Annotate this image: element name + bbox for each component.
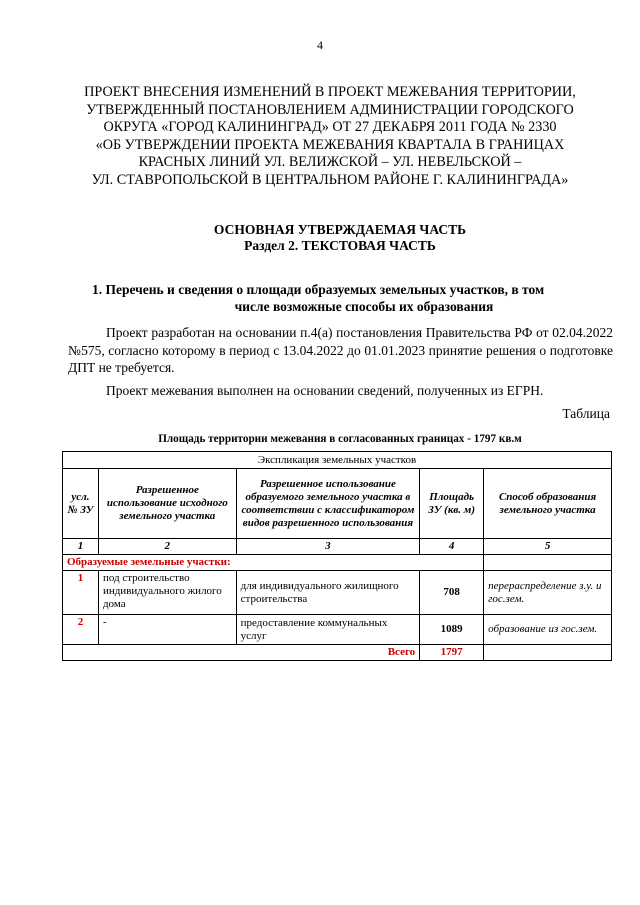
group-label: Образуемые земельные участки: — [63, 555, 484, 571]
formation-method: перераспределение з.у. и гос.зем. — [484, 571, 612, 615]
explication-header: Экспликация земельных участков — [63, 452, 612, 469]
table-row — [63, 615, 612, 645]
section-title-line1: ОСНОВНАЯ УТВЕРЖДАЕМАЯ ЧАСТЬ — [213, 222, 467, 237]
title-line: УЛ. СТАВРОПОЛЬСКОЙ В ЦЕНТРАЛЬНОМ РАЙОНЕ Г. КАЛИНИНГРАДА» — [91, 171, 569, 188]
heading-1-line1: 1. Перечень и сведения о площади образуемых земельных участков, в том — [92, 282, 545, 297]
table-label: Таблица — [562, 406, 610, 421]
page-number: 4 — [317, 38, 323, 52]
heading-1-line2: числе возможные способы их образования — [234, 299, 494, 314]
column-number: 4 — [420, 539, 484, 555]
empty-cell — [484, 645, 612, 661]
plot-area: 1089 — [420, 615, 484, 645]
section-title — [60, 222, 620, 254]
paragraph-source: Проект межевания выполнен на основании сведений, полученных из ЕГРН. — [106, 383, 544, 398]
table-row — [63, 571, 612, 615]
total-value: 1797 — [420, 645, 484, 661]
new-use: предоставление коммунальных услуг — [236, 615, 420, 645]
document-title — [60, 84, 600, 189]
new-use: для индивидуального жилищного строительства — [236, 571, 420, 615]
column-number: 2 — [98, 539, 236, 555]
title-line: ПРОЕКТ ВНЕСЕНИЯ ИЗМЕНЕНИЙ В ПРОЕКТ МЕЖЕВАНИЯ ТЕРРИТОРИИ, — [84, 84, 576, 100]
source-use: под строительство индивидуального жилого дома — [98, 571, 236, 615]
formation-method: образование из гос.зем. — [484, 615, 612, 645]
paragraph-basis — [68, 324, 613, 377]
column-header: Разрешенное использование исходного земельного участка — [98, 469, 236, 539]
heading-1 — [92, 281, 612, 315]
empty-cell — [484, 555, 612, 571]
paragraph-basis-text: Проект разработан на основании п.4(а) постановления Правительства РФ от 02.04.2022 №575, согласно которому в период с 13.04.2022 до 01.01.2023 принятие решения о подготовке ДПТ не требуется. — [68, 325, 613, 375]
column-header: Площадь ЗУ (кв. м) — [420, 469, 484, 539]
plot-number: 2 — [63, 615, 99, 645]
column-number: 5 — [484, 539, 612, 555]
column-header: Разрешенное использование образуемого земельного участка в соответствии с классификатором видов разрешенного использования — [236, 469, 420, 539]
title-line: «ОБ УТВЕРЖДЕНИИ ПРОЕКТА МЕЖЕВАНИЯ КВАРТАЛА В ГРАНИЦАХ — [95, 136, 565, 153]
section-title-line2: Раздел 2. ТЕКСТОВАЯ ЧАСТЬ — [244, 238, 436, 253]
title-line: КРАСНЫХ ЛИНИЙ УЛ. ВЕЛИЖСКОЙ – УЛ. НЕВЕЛЬСКОЙ – — [138, 154, 522, 170]
column-number: 3 — [236, 539, 420, 555]
plot-area: 708 — [420, 571, 484, 615]
column-header: усл. № ЗУ — [63, 469, 99, 539]
title-line: ОКРУГА «ГОРОД КАЛИНИНГРАД» ОТ 27 ДЕКАБРЯ 2011 ГОДА № 2330 — [103, 119, 557, 135]
title-line: УТВЕРЖДЕННЫЙ ПОСТАНОВЛЕНИЕМ АДМИНИСТРАЦИИ ГОРОДСКОГО — [86, 101, 574, 118]
total-label: Всего — [63, 645, 420, 661]
plot-number: 1 — [63, 571, 99, 615]
column-header: Способ образования земельного участка — [484, 469, 612, 539]
land-plots-table — [62, 451, 612, 661]
table-caption: Площадь территории межевания в согласованных границах - 1797 кв.м — [158, 433, 522, 445]
source-use: - — [98, 615, 236, 645]
column-number: 1 — [63, 539, 99, 555]
